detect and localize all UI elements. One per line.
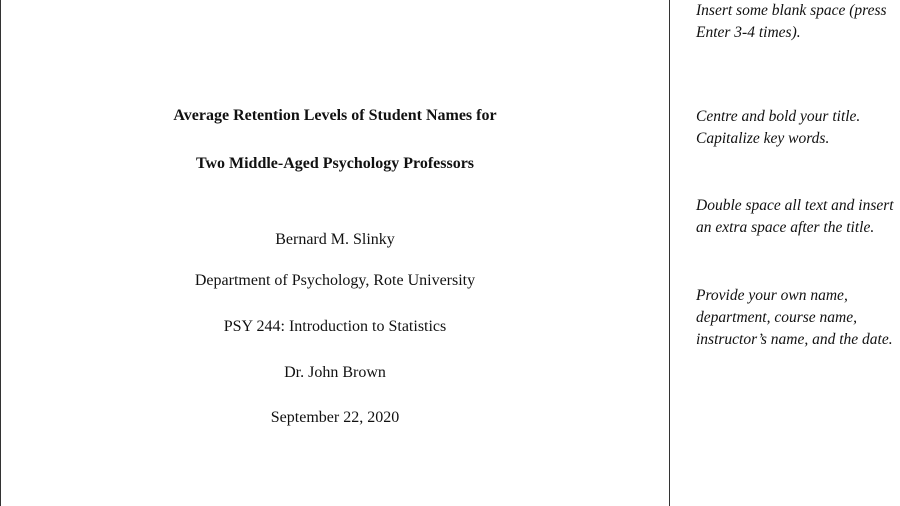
title-line-2: Two Middle-Aged Psychology Professors — [195, 155, 475, 172]
department-name: Department of Psychology, Rote University — [194, 272, 476, 289]
note-blank-space: Insert some blank space (press Enter 3-4 times). — [696, 2, 887, 41]
title-line-1: Average Retention Levels of Student Names for — [173, 107, 497, 124]
note-double-space: Double space all text and insert an extra space after the title. — [696, 197, 894, 236]
course-name: PSY 244: Introduction to Statistics — [223, 318, 447, 335]
author-name: Bernard M. Slinky — [275, 231, 395, 248]
submission-date: September 22, 2020 — [270, 409, 400, 426]
note-title-format: Centre and bold your title. Capitalize key words. — [696, 108, 861, 147]
instructor-name: Dr. John Brown — [284, 364, 386, 381]
note-provide-info: Provide your own name, department, course name, instructor’s name, and the date. — [696, 287, 893, 348]
